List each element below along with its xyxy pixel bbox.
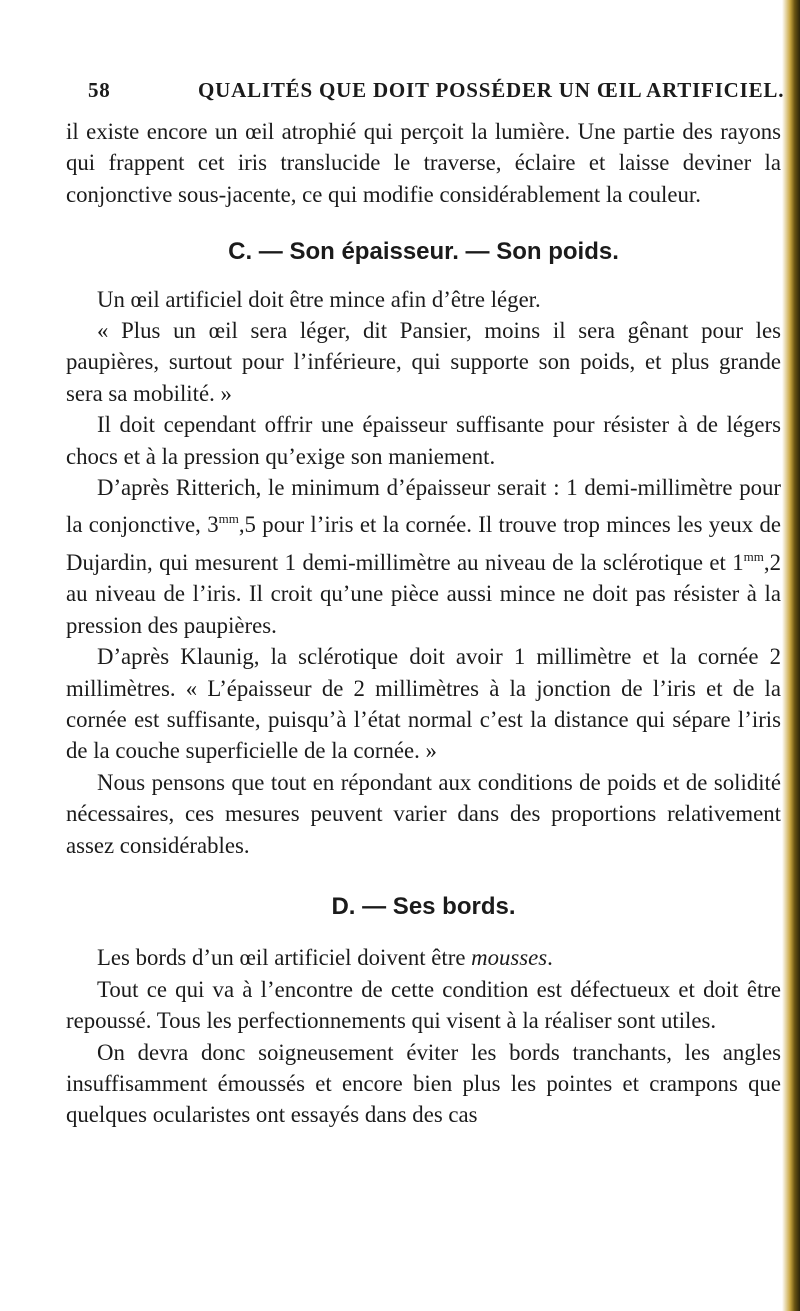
unit-superscript-2: mm (743, 548, 764, 564)
running-title: QUALITÉS QUE DOIT POSSÉDER UN ŒIL ARTIFICIEL. (198, 78, 785, 102)
emphasis-mousses: mousses (471, 945, 548, 971)
body-text (66, 116, 781, 1131)
page-header (88, 78, 785, 108)
paragraph-10: On devra donc soigneusement éviter les bords tranchants, les angles insuffisamment émoussés et encore bien plus les pointes et crampons que quelques ocularistes ont essayés dans des cas (66, 1039, 781, 1128)
section-heading-c: C. — Son épaisseur. — Son poids. (228, 238, 619, 266)
paragraph-6: D’après Klaunig, la sclérotique doit avoir 1 millimètre et la cornée 2 millimètres. « L’épaisseur de 2 millimètres à la jonction de l’iris et de la cornée est suffisante, puisqu’à l’état normal c’est la distance qui sépare l’iris de la couche superficielle de la cornée. » (66, 644, 781, 764)
paragraph-5-part-a: D’après Ritterich, le minimum d’épaisseur serait : 1 demi-millimètre pour la conjonctive, 3 (66, 475, 781, 538)
paragraph-2: Un œil artificiel doit être mince afin d’être léger. (97, 286, 541, 312)
paragraph-7: Nous pensons que tout en répondant aux conditions de poids et de solidité nécessaires, ces mesures peuvent varier dans des proportions relativement assez considérables. (66, 769, 781, 858)
paragraph-8 (66, 942, 781, 973)
paragraph-4: Il doit cependant offrir une épaisseur suffisante pour résister à de légers chocs et à la pression qu’exige son maniement. (66, 412, 781, 469)
paragraph-9: Tout ce qui va à l’encontre de cette condition est défectueux et doit être repoussé. Tous les perfectionnements qui visent à la réaliser sont utiles. (66, 976, 781, 1034)
paragraph-5 (66, 472, 781, 641)
paragraph-1: il existe encore un œil atrophié qui perçoit la lumière. Une partie des rayons qui frappent cet iris translucide le traverse, éclaire et laisse deviner la conjonctive sous-jacente, ce qui modifie considérablement la couleur. (66, 119, 781, 207)
paragraph-8-part-b: . (547, 945, 553, 971)
page-number: 58 (88, 78, 111, 102)
paragraph-8-part-a: Les bords d’un œil artificiel doivent être (97, 945, 472, 971)
paragraph-5-part-b: ,5 pour l’iris et la cornée. Il trouve trop minces les yeux de Dujardin, qui mesurent 1 demi-millimètre au niveau de la sclérotique et 1 (66, 512, 781, 575)
page-edge (782, 0, 800, 1311)
paragraph-5-part-c: ,2 au niveau de l’iris. Il croit qu’une pièce aussi mince ne doit pas résister à la pression des paupières. (66, 549, 781, 638)
section-heading-d: D. — Ses bords. (331, 892, 516, 920)
unit-superscript-1: mm (218, 511, 239, 527)
paragraph-3: « Plus un œil sera léger, dit Pansier, moins il sera gênant pour les paupières, surtout pour l’inférieure, qui supporte son poids, et plus grande sera sa mobilité. » (66, 318, 781, 406)
